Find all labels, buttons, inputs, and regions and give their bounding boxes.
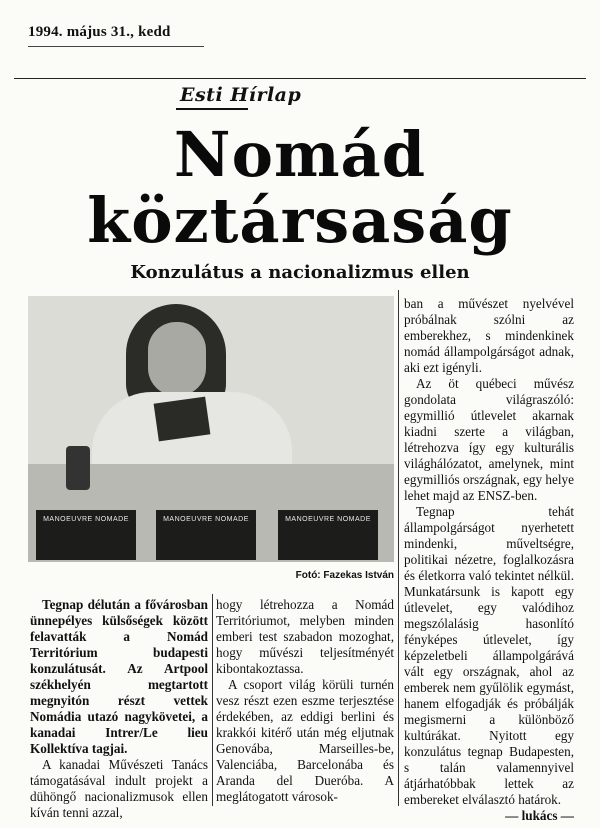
paragraph: hogy létrehozza a Nomád Territóriumot, melyben minden emberi test szabadon mozoghat, hogy művészi teljesítményét kibontakoztassa.: [216, 597, 394, 676]
column-divider-right: [398, 290, 399, 806]
passport-3: [278, 510, 378, 560]
masthead-underline: [176, 108, 248, 110]
article-column-right: [404, 296, 574, 824]
column-divider-left: [212, 594, 213, 806]
headline-line-1: Nomád: [173, 118, 427, 191]
photo-caption: Fotó: Fazekas István: [295, 570, 394, 581]
paragraph: A kanadai Művészeti Tanács támogatásával indult projekt a dühöngő nacionalizmusok ellen kíván tenni azzal,: [30, 757, 208, 820]
paragraph: Tegnap tehát állampolgárságot nyerhetett mindenki, műveltségre, politikai nézetre, foglalkozásra és életkorra való tekintet nélkül. Munkatársunk is kapott egy útlevelet, egy valódihoz megszólalásig hasonlító fényképes útlevelet, így képzeletbeli állampolgárává vált egy országnak, ahol az emberek nem gyűlölik egymást, hanem elfogadják és próbálják megismerni a különböző kultúrákat. Nyitott egy konzulátus tegnap Budapesten, s talán valamennyivel átjárhatóbbak lettek az embereket elválasztó határok.: [404, 504, 574, 807]
article-column-middle: [216, 597, 394, 805]
paragraph: Az öt québeci művész gondolata világraszóló: egymillió útlevelet akarnak kiadni szerte a világban, létrehozva így egy kulturális világhálózatot, amelynek, mint egymilliós országnak, egy helye lehet majd az ENSZ-ben.: [404, 376, 574, 503]
passport-1: [36, 510, 136, 560]
passport-label: MANOEUVRE NOMADE: [163, 516, 249, 523]
person-face: [148, 322, 206, 396]
paragraph: A csoport világ körüli turnén vesz részt ezen eszme terjesztése érdekében, az eddigi berlini és krakkói kitérő után még eljutnak Genovába, Marseilles-be, Valenciába, Barcelonába és Aranda del Dueróba. A meglátogatott városok-: [216, 677, 394, 804]
passport-label: MANOEUVRE NOMADE: [43, 516, 129, 523]
publication-date: 1994. május 31., kedd: [28, 18, 204, 47]
passport-label: MANOEUVRE NOMADE: [285, 516, 371, 523]
lead-paragraph: Tegnap délután a fővárosban ünnepélyes külsőségek között felavatták a Nomád Territórium budapesti konzulátusát. Az Artpool székhelyén megtartott megnyitón részt vettek Nomádia utazó nagykövetei, a kanadai Intrer/Le lieu Kollektíva tagjai.: [30, 597, 208, 756]
article-photo: [28, 296, 394, 562]
top-divider: [14, 78, 586, 79]
headline-line-2: köztársaság: [87, 184, 513, 257]
passport-booklet: [154, 397, 211, 442]
paragraph: ban a művészet nyelvével próbálnak szólni az emberekhez, s mindenkinek nomád állampolgárságot adnak, aki ezt igényli.: [404, 296, 574, 375]
newspaper-masthead: Esti Hírlap: [180, 84, 302, 106]
rubber-stamp: [66, 446, 90, 490]
passport-2: [156, 510, 256, 560]
author-signature: — lukács —: [505, 808, 574, 823]
subheadline: Konzulátus a nacionalizmus ellen: [130, 262, 470, 283]
article-column-left: [30, 597, 208, 821]
